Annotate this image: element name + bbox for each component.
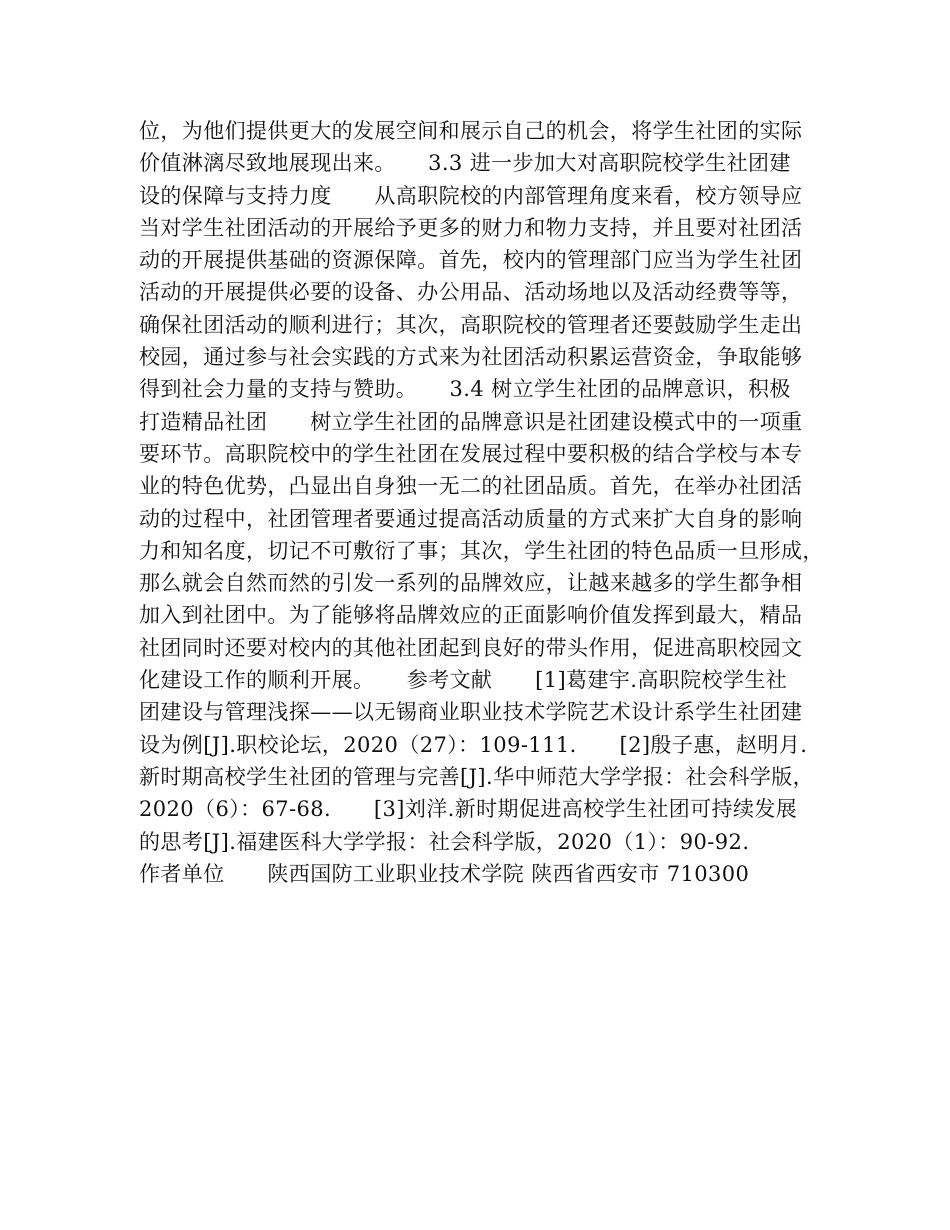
text-line: 2020（6）：67-68. [3]刘洋.新时期促进高校学生社团可持续发展 [139, 797, 798, 822]
author-affiliation: 作者单位 陕西国防工业职业技术学院 陕西省西安市 710300 [139, 861, 750, 886]
text-line: 加入到社团中。为了能够将品牌效应的正面影响价值发挥到最大，精品 [139, 603, 803, 628]
text-line: 业的特色优势，凸显出自身独一无二的社团品质。首先，在举办社团活 [139, 474, 803, 499]
text-line: 设的保障与支持力度 从高职院校的内部管理角度来看，校方领导应 [139, 183, 803, 208]
text-line: 化建设工作的顺利开展。 参考文献 [1]葛建宇.高职院校学生社 [139, 668, 788, 693]
text-line: 的思考[J].福建医科大学学报：社会科学版，2020（1）：90-92. [139, 829, 750, 854]
text-line: 那么就会自然而然的引发一系列的品牌效应，让越来越多的学生都争相 [139, 571, 803, 596]
text-line: 新时期高校学生社团的管理与完善[J].华中师范大学学报：社会科学版， [139, 764, 815, 789]
text-line: 价值淋漓尽致地展现出来。 3.3 进一步加大对高职院校学生社团建 [139, 151, 791, 176]
text-line: 活动的开展提供必要的设备、办公用品、活动场地以及活动经费等等， [139, 280, 803, 305]
text-line: 社团同时还要对校内的其他社团起到良好的带头作用，促进高职校园文 [139, 635, 803, 660]
text-line: 校园，通过参与社会实践的方式来为社团活动积累运营资金，争取能够 [139, 345, 803, 370]
text-line: 确保社团活动的顺利进行；其次，高职院校的管理者还要鼓励学生走出 [139, 312, 803, 337]
text-line: 动的开展提供基础的资源保障。首先，校内的管理部门应当为学生社团 [139, 248, 803, 273]
body-text [139, 115, 824, 890]
text-line: 当对学生社团活动的开展给予更多的财力和物力支持，并且要对社团活 [139, 215, 803, 240]
text-line: 要环节。高职院校中的学生社团在发展过程中要积极的结合学校与本专 [139, 441, 803, 466]
text-line: 打造精品社团 树立学生社团的品牌意识是社团建设模式中的一项重 [139, 409, 803, 434]
text-line: 设为例[J].职校论坛，2020（27）：109-111. [2]殷子惠，赵明月. [139, 732, 808, 757]
text-line: 团建设与管理浅探——以无锡商业职业技术学院艺术设计系学生社团建 [139, 700, 803, 725]
text-line: 得到社会力量的支持与赞助。 3.4 树立学生社团的品牌意识，积极 [139, 377, 791, 402]
text-line: 动的过程中，社团管理者要通过提高活动质量的方式来扩大自身的影响 [139, 506, 803, 531]
text-line: 位，为他们提供更大的发展空间和展示自己的机会，将学生社团的实际 [139, 119, 803, 143]
text-line: 力和知名度，切记不可敷衍了事；其次，学生社团的特色品质一旦形成， [139, 538, 824, 563]
